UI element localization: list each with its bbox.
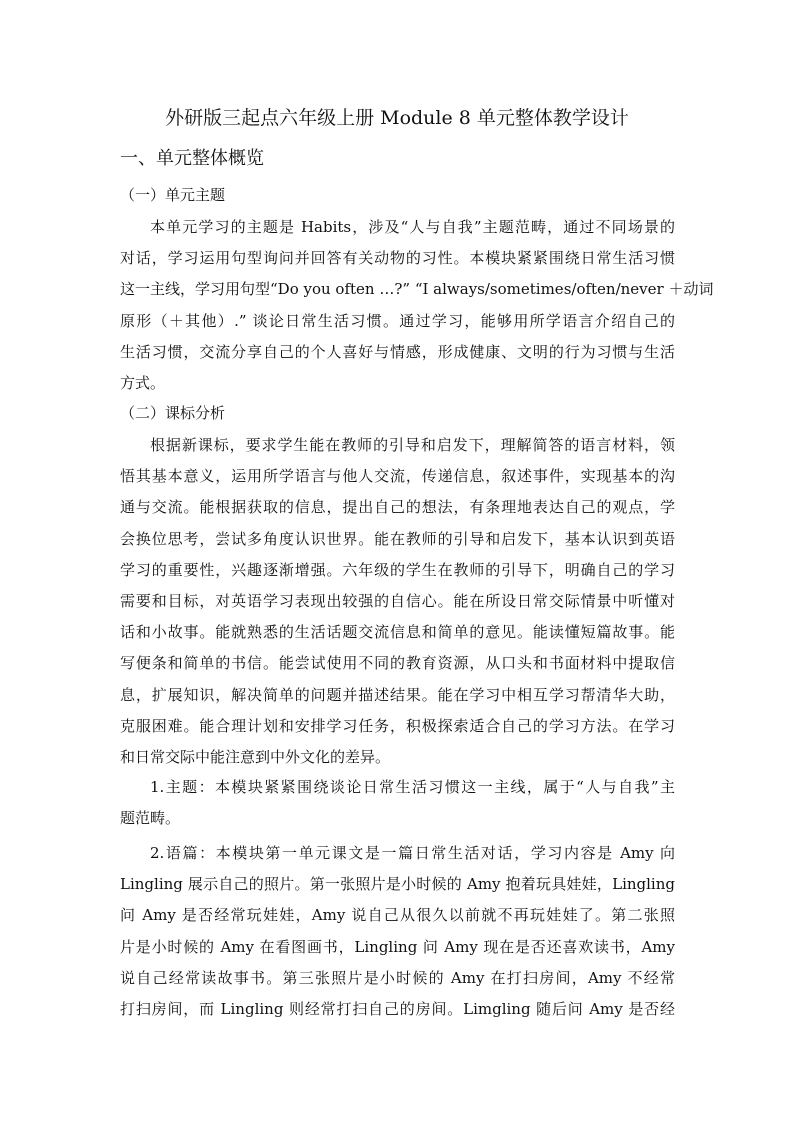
text-line: 题范畴。 xyxy=(120,809,181,828)
text-line: 1.主题：本模块紧紧围绕谈论日常生活习惯这一主线，属于“人与自我”主 xyxy=(150,778,675,796)
subsection-heading-curriculum-analysis: （二）课标分析 xyxy=(120,404,226,422)
section-heading-overview: 一、单元整体概览 xyxy=(120,148,264,169)
text-line: 原形（＋其他）.” 谈论日常生活习惯。通过学习，能够用所学语言介绍自己的 xyxy=(120,311,675,330)
subsection-heading-unit-theme: （一）单元主题 xyxy=(120,186,226,204)
text-line: 会换位思考，尝试多角度认识世界。能在教师的引导和启发下，基本认识到英语 xyxy=(120,529,675,548)
text-line: Lingling 展示自己的照片。第一张照片是小时候的 Amy 抱着玩具娃娃，Lingling xyxy=(120,875,675,894)
text-line: 需要和目标，对英语学习表现出较强的自信心。能在所设日常交际情景中听懂对 xyxy=(120,591,675,610)
text-line: 根据新课标，要求学生能在教师的引导和启发下，理解简答的语言材料，领 xyxy=(150,436,675,454)
paragraph-point-discourse xyxy=(120,838,675,1025)
text-line: 通与交流。能根据获取的信息，提出自己的想法，有条理地表达自己的观点，学 xyxy=(120,498,675,517)
paragraph-unit-theme xyxy=(120,212,714,399)
text-line: 息，扩展知识，解决简单的问题并描述结果。能在学习中相互学习帮清华大助， xyxy=(120,685,675,704)
text-line: 学习的重要性，兴趣逐渐增强。六年级的学生在教师的引导下，明确自己的学习 xyxy=(120,560,675,579)
text-line: 生活习惯，交流分享自己的个人喜好与情感，形成健康、文明的行为习惯与生活 xyxy=(120,342,675,361)
text-line: 说自己经常读故事书。第三张照片是小时候的 Amy 在打扫房间，Amy 不经常 xyxy=(120,968,675,987)
text-line: 片是小时候的 Amy 在看图画书，Lingling 问 Amy 现在是否还喜欢读书，Amy xyxy=(120,937,675,956)
text-line: 打扫房间，而 Lingling 则经常打扫自己的房间。Limgling 随后问 Amy 是否经 xyxy=(120,999,675,1018)
text-line: 对话，学习运用句型询问并回答有关动物的习性。本模块紧紧围绕日常生活习惯 xyxy=(120,249,675,268)
text-line: 方式。 xyxy=(120,373,166,392)
text-line: 悟其基本意义，运用所学语言与他人交流，传递信息，叙述事件，实现基本的沟 xyxy=(120,467,675,486)
text-line: 话和小故事。能就熟悉的生活话题交流信息和简单的意见。能读懂短篇故事。能 xyxy=(120,623,675,642)
text-line: 问 Amy 是否经常玩娃娃，Amy 说自己从很久以前就不再玩娃娃了。第二张照 xyxy=(120,906,675,925)
text-line: 克服困难。能合理计划和安排学习任务，积极探索适合自己的学习方法。在学习 xyxy=(120,716,675,735)
document-title: 外研版三起点六年级上册 Module 8 单元整体教学设计 xyxy=(165,107,629,129)
text-line: 2.语篇：本模块第一单元课文是一篇日常生活对话，学习内容是 Amy 向 xyxy=(150,844,675,862)
text-line: 写便条和简单的书信。能尝试使用不同的教育资源，从口头和书面材料中提取信 xyxy=(120,654,675,673)
text-line: 这一主线，学习用句型“Do you often …?” “I always/sometimes/often/never ＋动词 xyxy=(120,280,714,299)
paragraph-curriculum-analysis xyxy=(120,430,675,773)
text-line: 本单元学习的主题是 Habits，涉及“人与自我”主题范畴，通过不同场景的 xyxy=(150,218,675,236)
text-line: 和日常交际中能注意到中外文化的差异。 xyxy=(120,747,391,766)
paragraph-point-theme xyxy=(120,772,675,834)
